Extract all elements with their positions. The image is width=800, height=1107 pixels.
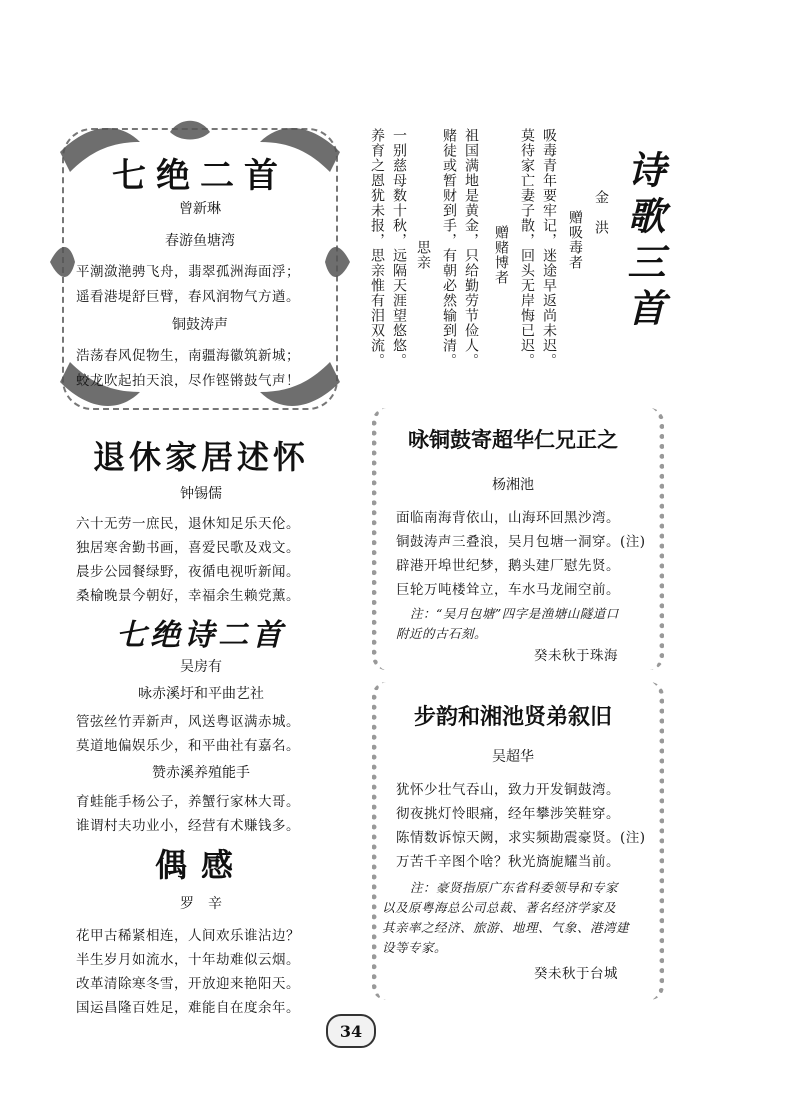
shige-subtitle-3: 思亲: [415, 240, 431, 270]
bu-title: 步韵和湘池贤弟叙旧: [413, 705, 612, 730]
bu-note: 以及原粤海总公司总裁、著名经济学家及: [382, 900, 617, 915]
poem3-title: 七绝诗二首: [116, 618, 286, 653]
shige-author: 金 洪: [593, 190, 609, 235]
poem4-line: 改革清除寒冬雪，开放迎来艳阳天。: [76, 976, 300, 992]
poem4-line: 国运昌隆百姓足，难能自在度余年。: [76, 1000, 300, 1016]
poem4-title: 偶感: [154, 846, 247, 884]
yong-signature: 癸未秋于珠海: [534, 648, 618, 664]
poem2-title: 退休家居述怀: [92, 438, 309, 476]
poem1-subtitle-2: 铜鼓涛声: [172, 317, 228, 333]
poem3-line: 育蛙能手杨公子，养蟹行家林大哥。: [76, 794, 300, 810]
shige-column: 祖国满地是黄金，只给勤劳节俭人。: [463, 128, 479, 368]
page-number: 34: [339, 1021, 363, 1041]
yong-note: 注：“吴月包塘”四字是渔塘山隧道口: [410, 606, 619, 621]
poem3-author: 吴房有: [180, 659, 222, 675]
poem1-line: 平潮潋滟骋飞舟，翡翠孤洲海面浮；: [76, 264, 300, 280]
poem1-line: 遥看港堤舒巨臂，春风润物气方遒。: [76, 289, 300, 305]
yong-line: 面临南海背依山，山海环回黑沙湾。: [396, 510, 620, 526]
yong-line: 巨轮万吨楼耸立，车水马龙闹空前。: [396, 582, 620, 598]
yong-line: 铜鼓涛声三叠浪，吴月包塘一洞穿。(注): [396, 534, 646, 550]
poem1-line: 浩荡春风促物生，南疆海徽筑新城；: [76, 348, 300, 364]
yong-note: 附近的古石刻。: [396, 626, 488, 641]
bu-line: 陈情数诉惊天阙，求实频勘震豪贤。(注): [396, 830, 646, 846]
bu-signature: 癸未秋于台城: [534, 966, 618, 982]
shige-title: 诗歌三首: [621, 150, 665, 334]
poem2-line: 六十无劳一庶民，退休知足乐天伦。: [76, 516, 300, 532]
bu-line: 万苦千辛图个啥？秋光旖旎耀当前。: [396, 854, 620, 870]
shige-column: 一别慈母数十秋，远隔天涯望悠悠。: [391, 128, 407, 368]
bu-note: 设等专家。: [382, 940, 448, 955]
poem4-line: 半生岁月如流水，十年劫难似云烟。: [76, 952, 300, 968]
bu-author: 吴超华: [492, 749, 534, 765]
poem3-line: 谁谓村夫功业小，经营有术赚钱多。: [76, 818, 300, 834]
shige-column: 吸毒青年要牢记，迷途早返尚未迟。: [541, 128, 557, 368]
bu-note: 其亲率之经济、旅游、地理、气象、港湾建: [382, 920, 630, 935]
poem1-title: 七绝二首: [112, 156, 288, 196]
bu-note: 注：豪贤指原广东省科委领导和专家: [410, 880, 619, 895]
poem2-line: 桑榆晚景今朝好，幸福余生赖党薰。: [76, 588, 300, 604]
poem4-line: 花甲古稀紧相连，人间欢乐谁沾边？: [76, 928, 300, 944]
bu-line: 彻夜挑灯怜眼痛，经年攀涉笑鞋穿。: [396, 806, 620, 822]
shige-subtitle-1: 赠吸毒者: [567, 210, 583, 270]
yong-line: 辟港开埠世纪梦，鹅头建厂慰先贤。: [396, 558, 620, 574]
shige-column: 赌徒或暂财到手，有朝必然输到清。: [441, 128, 457, 368]
poem2-line: 晨步公园餐绿野，夜循电视听新闻。: [76, 564, 300, 580]
yong-title: 咏铜鼓寄超华仁兄正之: [408, 428, 618, 452]
poem1-line: 蛟龙吹起拍天浪，尽作铿锵鼓气声！: [76, 373, 300, 389]
shige-column: 养育之恩犹未报，思亲惟有泪双流。: [369, 128, 385, 368]
shige-column: 莫待家亡妻子散，回头无岸悔已迟。: [519, 128, 535, 368]
poem3-line: 莫道地偏娱乐少，和平曲社有嘉名。: [76, 738, 300, 754]
poem2-line: 独居寒舍勤书画，喜爱民歌及戏文。: [76, 540, 300, 556]
bu-line: 犹怀少壮气吞山，致力开发铜鼓湾。: [396, 782, 620, 798]
yong-author: 杨湘池: [492, 477, 534, 493]
poem1-subtitle-1: 春游鱼塘湾: [165, 233, 235, 249]
poem2-author: 钟锡儒: [180, 486, 222, 502]
page-number-badge: [326, 1014, 376, 1048]
poem3-line: 管弦丝竹弄新声，风送粤讴满赤城。: [76, 714, 300, 730]
poem3-subtitle-1: 咏赤溪圩和平曲艺社: [138, 686, 264, 702]
shige-subtitle-2: 赠赌博者: [493, 225, 509, 285]
poem1-author: 曾新琳: [179, 201, 221, 217]
poem4-author: 罗 辛: [180, 896, 222, 912]
poem3-subtitle-2: 赞赤溪养殖能手: [152, 765, 250, 781]
